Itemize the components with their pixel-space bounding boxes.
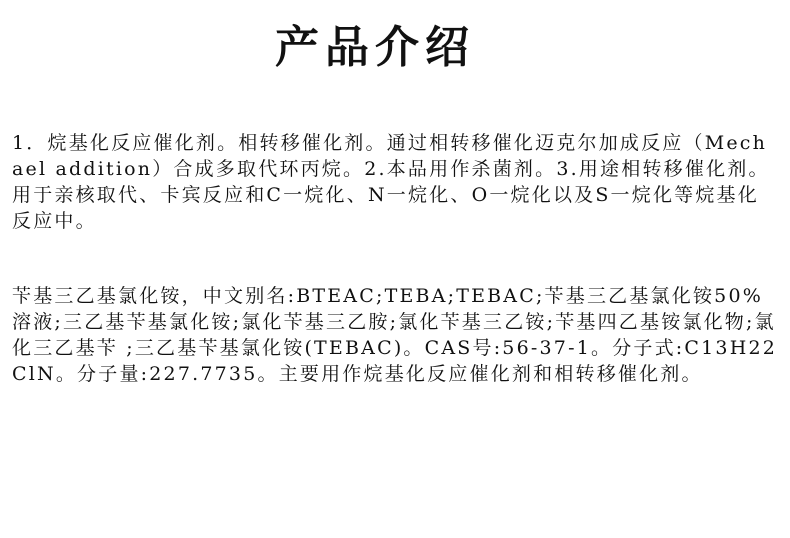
page-title: 产品介绍: [275, 22, 475, 73]
product-details-paragraph: 苄基三乙基氯化铵，中文别名:BTEAC;TEBA;TEBAC;苄基三乙基氯化铵50%溶液;三乙基苄基氯化铵;氯化苄基三乙胺;氯化苄基三乙铵;苄基四乙基铵氯化物;氯化三乙基苄 ;三乙基苄基氯化铵(TEBAC)。CAS号:56-37-1。分子式:C13H22ClN。分子量:227.7735。主要用作烷基化反应催化剂和相转移催化剂。: [12, 285, 778, 385]
product-description-paragraph: 1．烷基化反应催化剂。相转移催化剂。通过相转移催化迈克尔加成反应（Mechael addition）合成多取代环丙烷。2.本品用作杀菌剂。3.用途相转移催化剂。用于亲核取代、卡宾反应和C一烷化、N一烷化、O一烷化以及S一烷化等烷基化反应中。: [12, 132, 770, 232]
